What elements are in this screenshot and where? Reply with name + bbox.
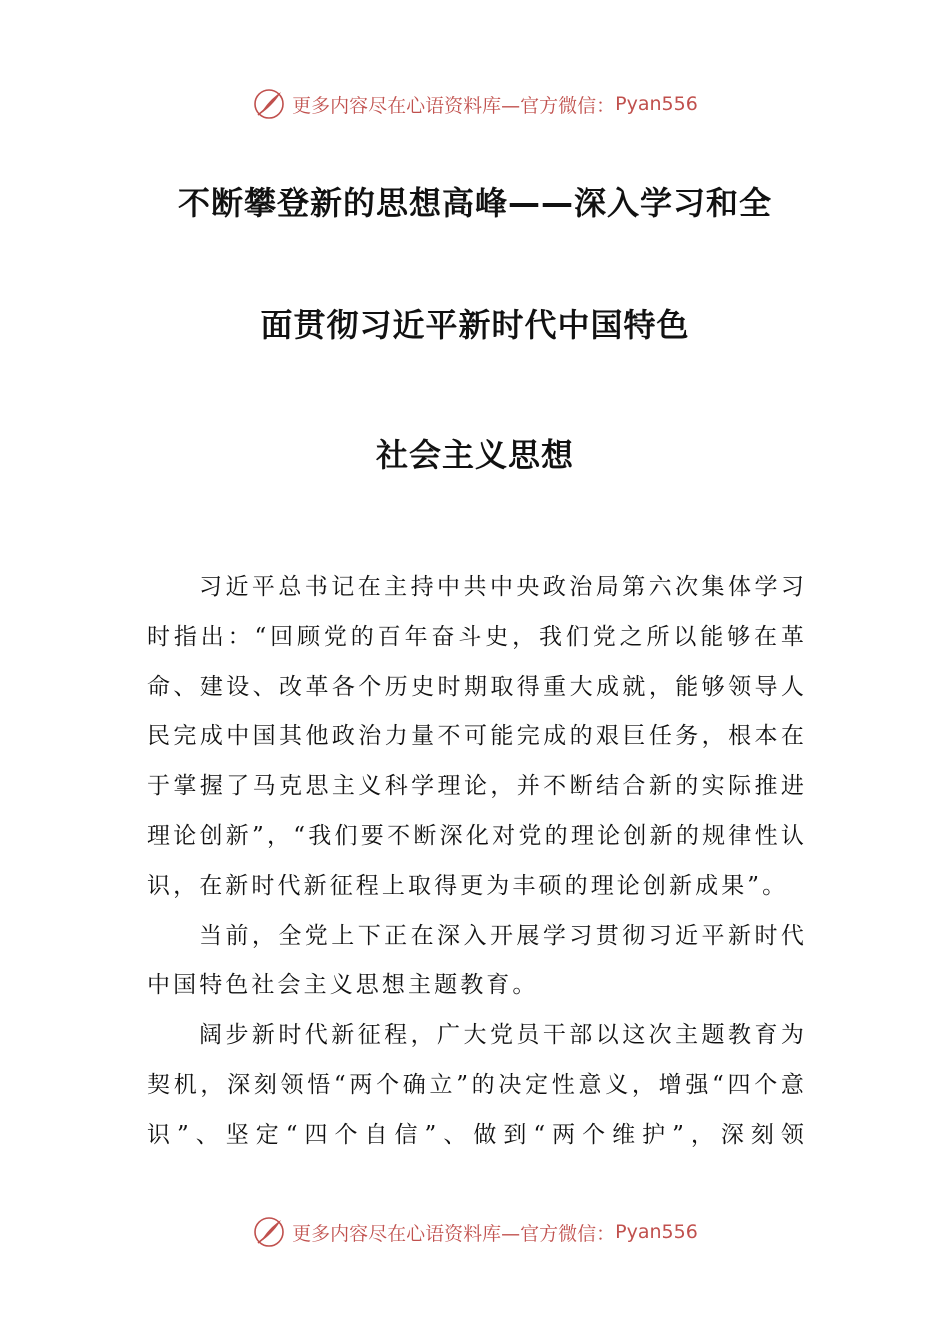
- quill-pen-icon: [252, 1215, 286, 1249]
- watermark-text: 更多内容尽在心语资料库—官方微信：: [292, 94, 616, 117]
- paragraph-3: 阔步新时代新征程，广大党员干部以这次主题教育为契机，深刻领悟“两个确立”的决定性意义，增强“四个意识”、坚定“四个自信”、做到“两个维护”，深刻领: [147, 1022, 807, 1148]
- watermark-wechat-id: Pyan556: [615, 93, 698, 115]
- quill-pen-icon: [252, 87, 286, 121]
- title-line-3: 社会主义思想: [375, 436, 574, 474]
- header-watermark: [0, 84, 950, 124]
- paragraph-1: 习近平总书记在主持中共中央政治局第六次集体学习时指出：“回顾党的百年奋斗史，我们党之所以能够在革命、建设、改革各个历史时期取得重大成就，能够领导人民完成中国其他政治力量不可能完成的艰巨任务，根本在于掌握了马克思主义科学理论，并不断结合新的实际推进理论创新”，“我们要不断深化对党的理论创新的规律性认识，在新时代新征程上取得更为丰硕的理论创新成果”。: [147, 574, 807, 899]
- title-line-2: 面贯彻习近平新时代中国特色: [260, 306, 690, 344]
- watermark-text: 更多内容尽在心语资料库—官方微信：: [292, 1222, 616, 1245]
- title-line-1: 不断攀登新的思想高峰——深入学习和全: [177, 184, 772, 222]
- watermark-wechat-id: Pyan556: [615, 1221, 698, 1243]
- paragraph-2: 当前，全党上下正在深入开展学习贯彻习近平新时代中国特色社会主义思想主题教育。: [147, 922, 807, 999]
- document-body: [147, 563, 807, 1161]
- footer-watermark: [0, 1212, 950, 1252]
